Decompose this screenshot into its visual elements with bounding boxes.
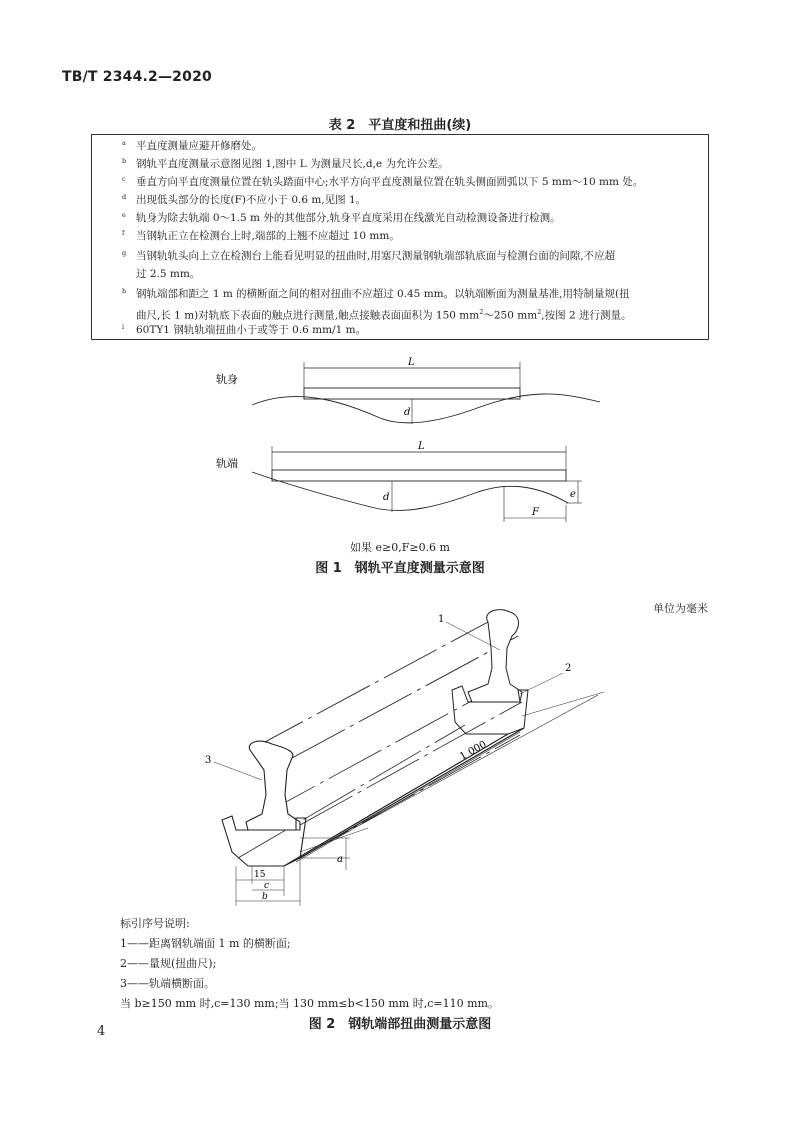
legend-item: 1——距离钢轨端面 1 m 的横断面;	[120, 937, 291, 950]
gauge-bar	[300, 728, 524, 858]
callout-2: 2	[565, 663, 572, 674]
leader-line	[214, 762, 262, 780]
table-note: 当钢轨正立在检测台上时,端部的上翘不应超过 10 mm。	[136, 230, 400, 242]
note-marker: g	[122, 249, 127, 257]
document-code: TB/T 2344.2—2020	[62, 69, 212, 85]
note-marker: b	[122, 157, 127, 165]
near-end-rail-section	[246, 741, 300, 830]
page-number: 4	[97, 1024, 106, 1039]
symbol-L: L	[408, 357, 415, 368]
extension-line	[300, 828, 368, 852]
note-text: 曲尺,长 1 m)对轨底下表面的触点进行测量,触点接触表面面积为 150 mm	[136, 309, 480, 322]
symbol-L: L	[418, 441, 425, 452]
superscript: 2	[479, 308, 484, 316]
leader-line	[520, 673, 563, 694]
note-text: ,按图 2 进行测量。	[541, 309, 632, 322]
callout-3: 3	[205, 755, 212, 766]
figure-2-caption: 图 2 钢轨端部扭曲测量示意图	[308, 1017, 492, 1032]
symbol-d: d	[404, 407, 411, 418]
table-note: 轨身为除去轨端 0～1.5 m 外的其他部分,轨身平直度采用在线激光自动检测设备进行检测。	[136, 212, 561, 224]
table-note: 当钢轨轨头向上立在检测台上能看见明显的扭曲时,用塞尺测量钢轨端部轨底面与检测台面的间隙,不应超	[136, 250, 616, 262]
table-title: 表 2 平直度和扭曲(续)	[328, 118, 472, 133]
legend-title: 标引序号说明:	[120, 917, 190, 930]
dimension-15-label: 15	[254, 870, 266, 880]
table-note-continuation: 过 2.5 mm。	[136, 268, 201, 280]
symbol-b: b	[262, 892, 268, 902]
symbol-F: F	[532, 507, 539, 518]
dimension-1000-line	[360, 695, 598, 825]
rail-top-edge	[250, 622, 488, 750]
figure-2-condition: 当 b≥150 mm 时,c=130 mm;当 130 mm≤b<150 mm 时,c=110 mm。	[120, 997, 499, 1010]
table-note: 60TY1 钢轨轨端扭曲小于或等于 0.6 mm/1 m。	[136, 324, 367, 336]
note-marker: e	[122, 211, 126, 219]
rail-web-edge	[300, 702, 522, 825]
table-note: 平直度测量应避开修磨处。	[136, 140, 262, 152]
far-end-rail-section	[468, 610, 522, 702]
legend-item: 2——量规(扭曲尺);	[120, 957, 217, 970]
table-note: 垂直方向平直度测量位置在轨头踏面中心;水平方向平直度测量位置在轨头侧面圆弧以下 5 mm～10 mm 处。	[136, 176, 644, 188]
figure-1-caption: 图 1 钢轨平直度测量示意图	[315, 561, 485, 576]
dimension-1000-label: 1 000	[458, 739, 489, 763]
symbol-a: a	[337, 854, 343, 865]
label-rail-body: 轨身	[216, 373, 238, 386]
label-rail-end: 轨端	[216, 457, 238, 470]
gauge-bar	[296, 732, 520, 862]
symbol-d: d	[383, 492, 390, 503]
superscript: 2	[537, 308, 542, 316]
note-marker: h	[122, 287, 127, 295]
note-marker: i	[122, 323, 125, 331]
extension-line	[522, 692, 604, 716]
note-text: ～250 mm	[483, 309, 538, 322]
table-note: 钢轨平直度测量示意图见图 1,图中 L 为测量尺长,d,e 为允许公差。	[136, 158, 449, 170]
figure-1-condition: 如果 e≥0,F≥0.6 m	[350, 541, 450, 554]
legend-item: 3——轨端横断面。	[120, 977, 215, 990]
table-note: 钢轨端部和距之 1 m 的横断面之间的相对扭曲不应超过 0.45 mm。以轨端断面为测量基准,用特制量规(扭	[136, 288, 630, 300]
note-marker: d	[122, 193, 127, 201]
note-marker: c	[122, 175, 126, 183]
table-note: 出现低头部分的长度(F)不应小于 0.6 m,见图 1。	[136, 194, 367, 206]
note-marker: f	[122, 229, 125, 237]
unit-note: 单位为毫米	[653, 602, 708, 615]
symbol-e: e	[570, 489, 576, 500]
note-marker: a	[122, 139, 126, 147]
callout-1: 1	[438, 614, 445, 625]
symbol-c: c	[264, 881, 270, 891]
